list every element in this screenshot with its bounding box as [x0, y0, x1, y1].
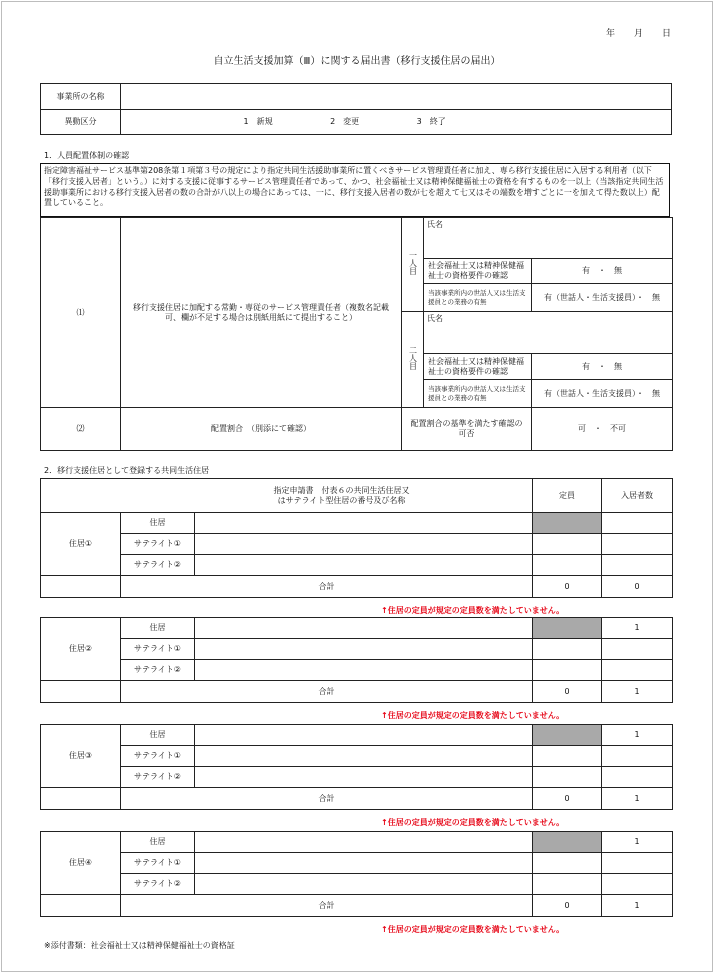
satellite2-name-input[interactable]: [195, 874, 533, 895]
total-label: 合計: [121, 895, 533, 917]
total-label: 合計: [121, 681, 533, 703]
change-type-options[interactable]: [121, 110, 672, 135]
person1-duty-label: 当該事業所内の世話人又は生活支援員との業務の有無: [424, 284, 532, 312]
page-title: 自立生活支援加算（Ⅲ）に関する届出書（移行支援住居の届出）: [213, 56, 501, 67]
satellite1-name-input[interactable]: [195, 639, 533, 660]
total-label: 合計: [121, 576, 533, 598]
person2-qualification-label: 社会福祉士又は精神保健福祉士の資格要件の確認: [424, 354, 532, 380]
row-house-label: 住居: [121, 725, 195, 746]
person2-duty-value[interactable]: 有（世話人・生活支援員）・ 無: [532, 380, 673, 408]
house-residents[interactable]: 1: [602, 618, 673, 639]
residence-name: 住居①: [41, 513, 121, 576]
option-new[interactable]: 1 新規: [243, 117, 273, 126]
satellite1-residents[interactable]: [602, 853, 673, 874]
house-residents[interactable]: [602, 513, 673, 534]
total-residents: 0: [602, 576, 673, 598]
row-house-label: 住居: [121, 618, 195, 639]
person1-qualification-value[interactable]: 有 ・ 無: [532, 259, 673, 284]
satellite2-name-input[interactable]: [195, 555, 533, 576]
residence-name: 住居③: [41, 725, 121, 788]
capacity-warning: ↑住居の定員が規定の定員数を満たしていません。: [381, 925, 565, 934]
office-name-input[interactable]: [121, 84, 672, 110]
option-end[interactable]: 3 終了: [416, 117, 446, 126]
capacity-warning: ↑住居の定員が規定の定員数を満たしていません。: [381, 711, 565, 720]
satellite1-name-input[interactable]: [195, 746, 533, 767]
row-satellite1-label: サテライト①: [121, 534, 195, 555]
total-capacity: 0: [533, 681, 602, 703]
section2-heading: 2．移行支援住居として登録する共同生活住居: [44, 466, 210, 475]
col-header-residents: 入居者数: [602, 479, 673, 513]
total-label: 合計: [121, 788, 533, 810]
total-residents: 1: [602, 788, 673, 810]
capacity-warning: ↑住居の定員が規定の定員数を満たしていません。: [381, 606, 565, 615]
staffing-table: [40, 163, 672, 456]
house-name-input[interactable]: [195, 513, 533, 534]
total-capacity: 0: [533, 895, 602, 917]
col-header-capacity: 定員: [533, 479, 602, 513]
house-capacity-disabled: [533, 513, 602, 534]
residence-table: [40, 478, 673, 598]
residence-name: 住居②: [41, 618, 121, 681]
date-year: 年: [606, 29, 616, 39]
total-residents: 1: [602, 681, 673, 703]
capacity-warning: ↑住居の定員が規定の定員数を満たしていません。: [381, 818, 565, 827]
row-satellite1-label: サテライト①: [121, 639, 195, 660]
total-capacity: 0: [533, 788, 602, 810]
person2-qualification-value[interactable]: 有 ・ 無: [532, 354, 673, 380]
house-residents[interactable]: 1: [602, 725, 673, 746]
row2-check-label: 配置割合の基準を満たす確認の可否: [402, 408, 532, 451]
satellite1-residents[interactable]: [602, 639, 673, 660]
row2-check-value[interactable]: 可 ・ 不可: [532, 408, 673, 451]
house-residents[interactable]: 1: [602, 832, 673, 853]
satellite2-capacity[interactable]: [533, 767, 602, 788]
footnote: ※添付書類：社会福祉士又は精神保健福祉士の資格証: [44, 941, 235, 950]
col-header-name: 指定申請書 付表６の共同生活住居又はサテライト型住居の番号及び名称: [41, 479, 533, 513]
person2-duty-label: 当該事業所内の世話人又は生活支援員との業務の有無: [424, 380, 532, 408]
satellite2-residents[interactable]: [602, 660, 673, 681]
person1-name-field[interactable]: 氏名: [424, 218, 673, 259]
row-satellite1-label: サテライト①: [121, 746, 195, 767]
satellite1-capacity[interactable]: [533, 746, 602, 767]
row1-description: 移行支援住居に加配する常勤・専従のサービス管理責任者（複数名記載可、欄が不足する場合は別紙用紙にて提出すること）: [121, 218, 402, 408]
office-table: [40, 83, 672, 135]
person2-label: 二人目: [402, 312, 424, 408]
satellite2-name-input[interactable]: [195, 767, 533, 788]
house-name-input[interactable]: [195, 618, 533, 639]
residence-name: 住居④: [41, 832, 121, 895]
satellite1-capacity[interactable]: [533, 639, 602, 660]
section1-heading: 1．人員配置体制の確認: [44, 151, 130, 160]
satellite1-residents[interactable]: [602, 534, 673, 555]
date-day: 日: [662, 29, 672, 39]
house-name-input[interactable]: [195, 832, 533, 853]
row1-number: ⑴: [41, 218, 121, 408]
satellite2-name-input[interactable]: [195, 660, 533, 681]
row-house-label: 住居: [121, 832, 195, 853]
date-month: 月: [634, 29, 644, 39]
change-type-label: 異動区分: [41, 110, 121, 135]
residence-table: [40, 831, 673, 917]
row-satellite2-label: サテライト②: [121, 555, 195, 576]
person1-duty-value[interactable]: 有（世話人・生活支援員）・ 無: [532, 284, 673, 312]
residence-table: [40, 617, 673, 703]
row-satellite2-label: サテライト②: [121, 874, 195, 895]
satellite2-capacity[interactable]: [533, 874, 602, 895]
satellite2-residents[interactable]: [602, 874, 673, 895]
satellite1-capacity[interactable]: [533, 534, 602, 555]
requirement-text: 指定障害福祉サービス基準第208条第１項第３号の規定により指定共同生活援助事業所に置くべきサービス管理責任者に加え、専ら移行支援住居に入居する利用者（以下「移行支援入居者」という。）に対する支援に従事するサービス管理責任者であって、かつ、社会福祉士又は精神保健福祉士の資格を有するものを一以上（当該指定共同生活援助事業所における移行支援入居者の数の合計が八以上の場合にあっては、一に、移行支援入居者の数が七を超えて七又はその端数を増すごとに一を加えて得た数以上）配置していること。: [40, 163, 670, 217]
house-capacity-disabled: [533, 725, 602, 746]
satellite2-capacity[interactable]: [533, 660, 602, 681]
row-satellite2-label: サテライト②: [121, 767, 195, 788]
satellite2-residents[interactable]: [602, 555, 673, 576]
row-satellite2-label: サテライト②: [121, 660, 195, 681]
total-residents: 1: [602, 895, 673, 917]
satellite2-capacity[interactable]: [533, 555, 602, 576]
satellite2-residents[interactable]: [602, 767, 673, 788]
person1-label: 一人目: [402, 218, 424, 312]
row2-description: 配置割合 （別添にて確認）: [121, 408, 402, 451]
satellite1-residents[interactable]: [602, 746, 673, 767]
house-capacity-disabled: [533, 832, 602, 853]
total-capacity: 0: [533, 576, 602, 598]
satellite1-capacity[interactable]: [533, 853, 602, 874]
person1-qualification-label: 社会福祉士又は精神保健福祉士の資格要件の確認: [424, 259, 532, 284]
person2-name-field[interactable]: 氏名: [424, 312, 673, 354]
satellite1-name-input[interactable]: [195, 534, 533, 555]
house-capacity-disabled: [533, 618, 602, 639]
option-change[interactable]: 2 変更: [330, 117, 360, 126]
office-name-label: 事業所の名称: [41, 84, 121, 110]
satellite1-name-input[interactable]: [195, 853, 533, 874]
row-house-label: 住居: [121, 513, 195, 534]
row-satellite1-label: サテライト①: [121, 853, 195, 874]
row2-number: ⑵: [41, 408, 121, 451]
residence-table: [40, 724, 673, 810]
house-name-input[interactable]: [195, 725, 533, 746]
